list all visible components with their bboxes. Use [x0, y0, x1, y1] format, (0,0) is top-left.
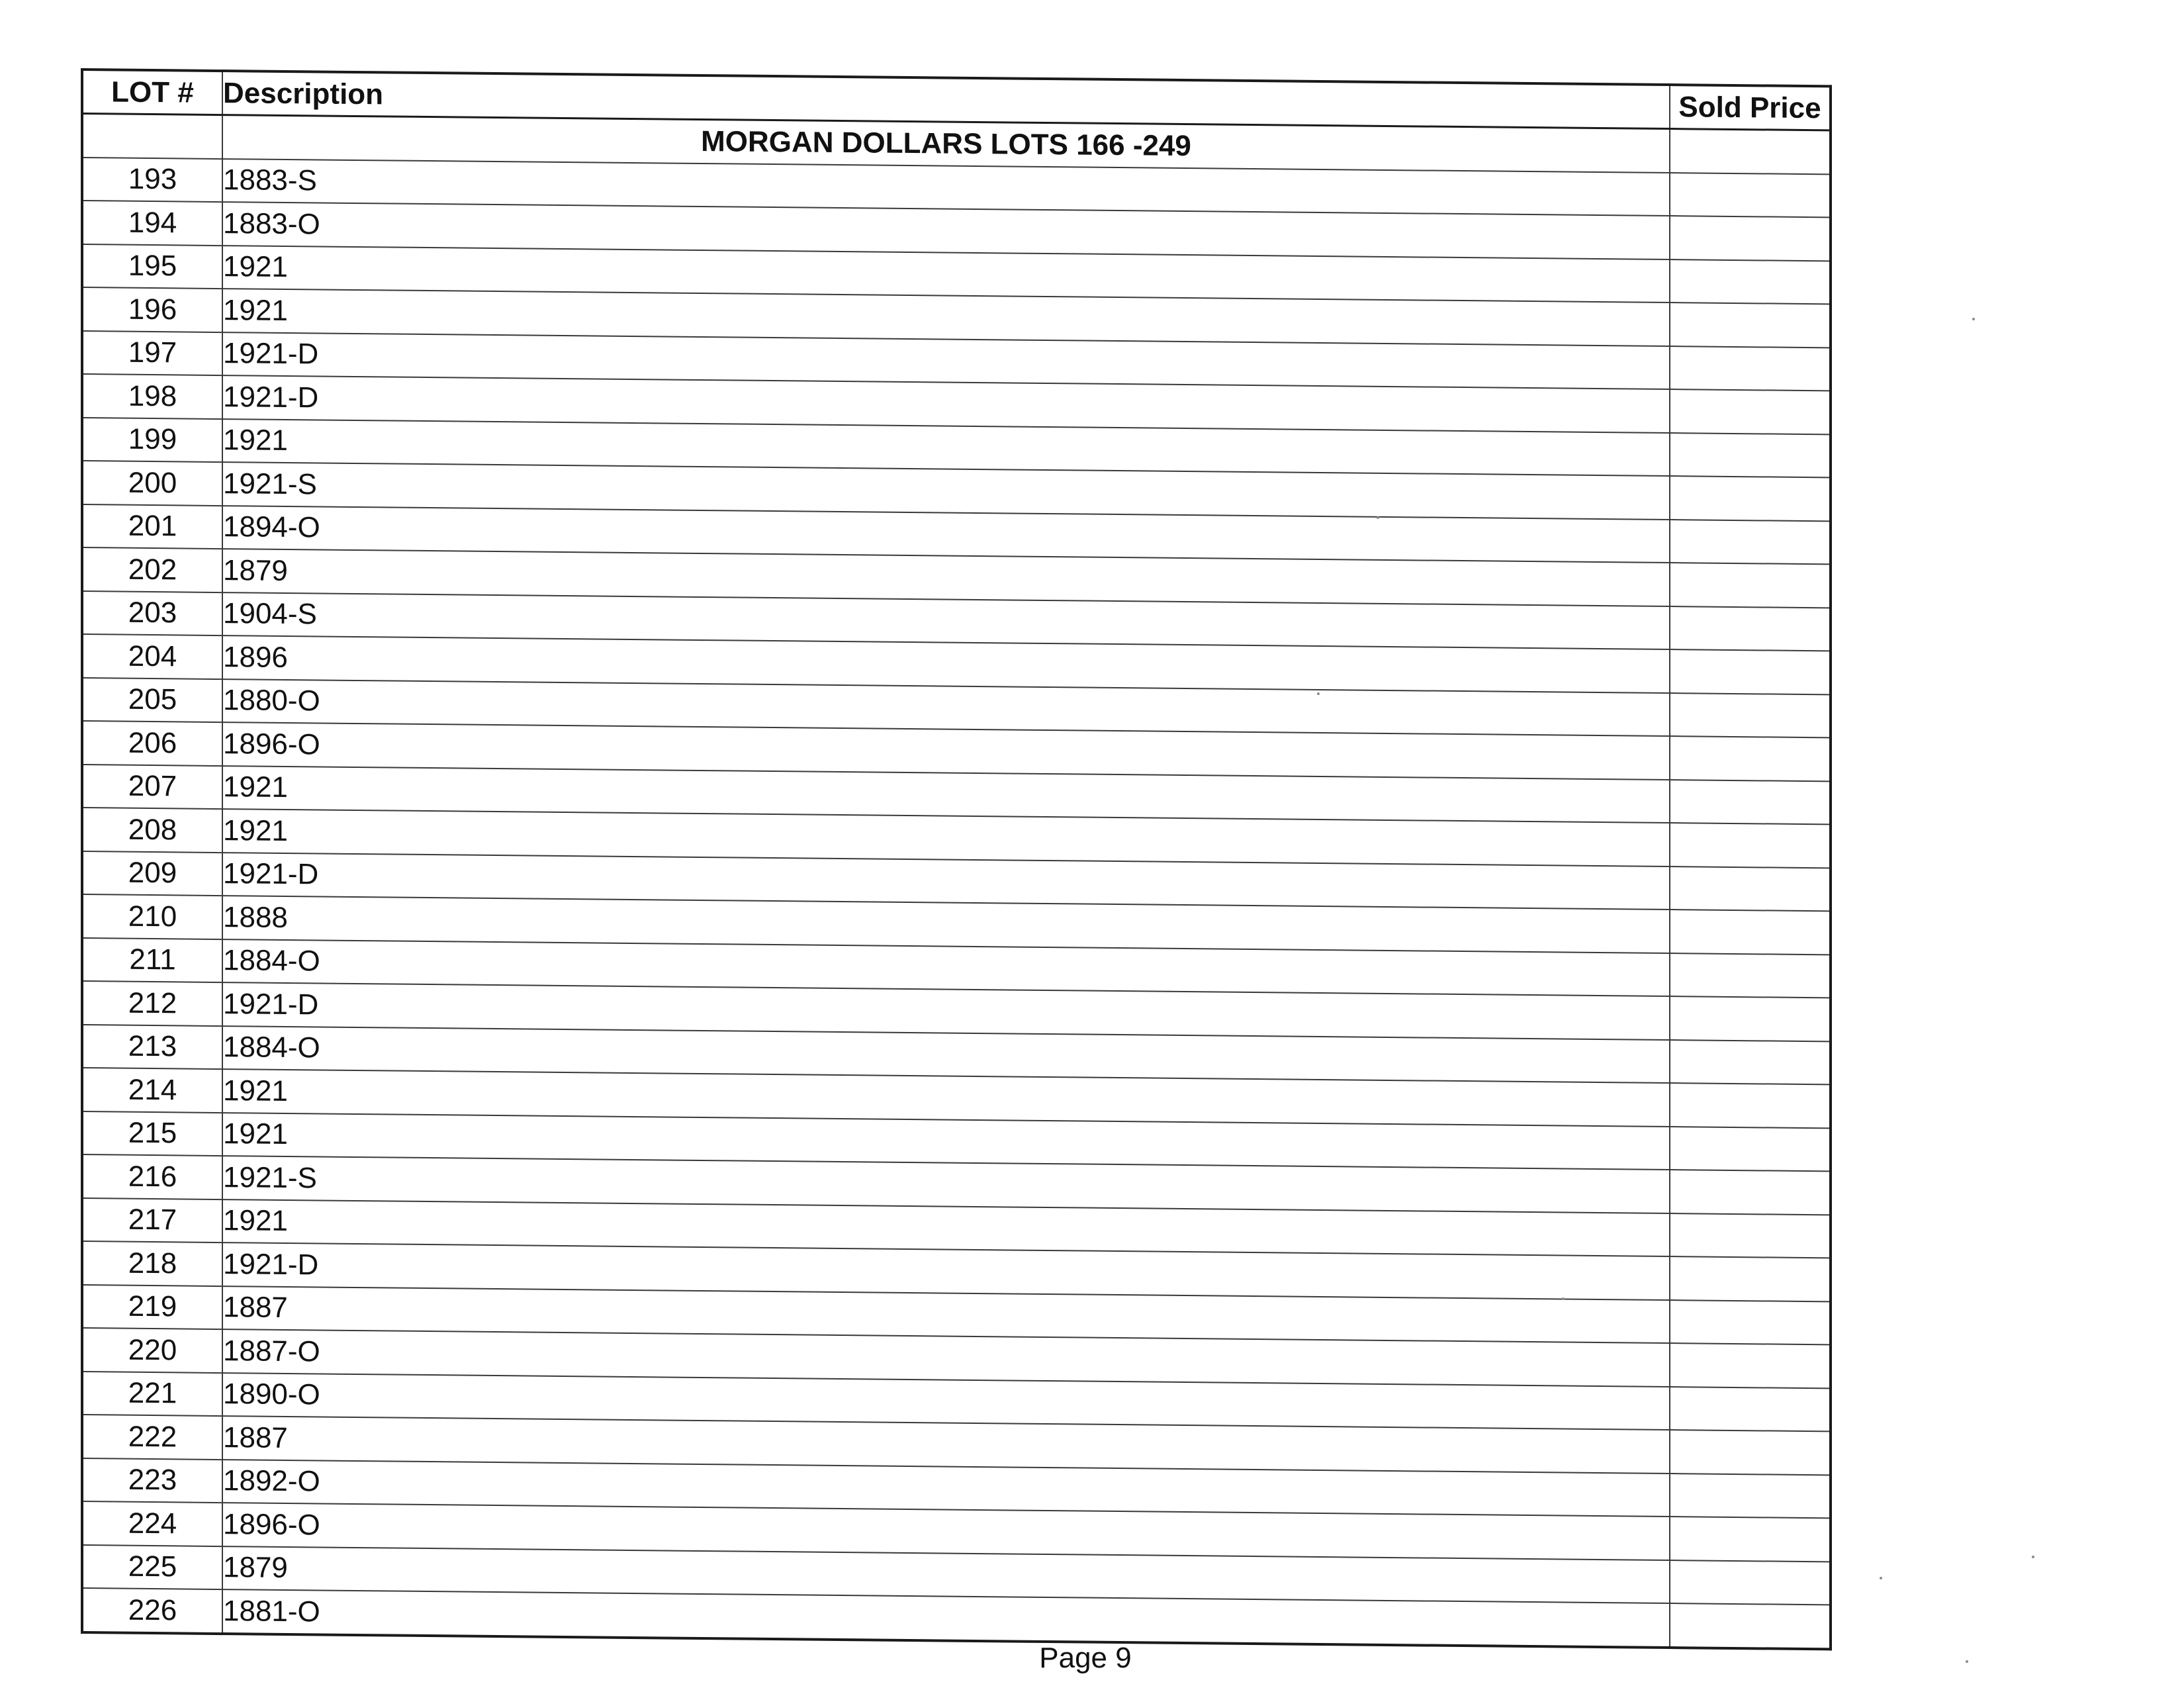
- description-cell: 1921-D: [222, 1243, 1670, 1299]
- lot-number-cell: 201: [82, 504, 222, 549]
- sold-price-cell: [1670, 1256, 1831, 1301]
- sold-price-cell: [1670, 1170, 1831, 1215]
- lot-number-cell: 222: [82, 1415, 222, 1460]
- sold-price-cell: [1670, 563, 1831, 608]
- lot-number-cell: 213: [82, 1025, 222, 1070]
- lot-number-cell: 221: [82, 1372, 222, 1417]
- description-cell: 1921: [222, 1113, 1670, 1170]
- scan-speck: [1880, 1577, 1882, 1579]
- description-cell: 1921: [222, 1199, 1670, 1256]
- lot-number-cell: 220: [82, 1328, 222, 1373]
- description-cell: 1896: [222, 635, 1670, 692]
- sold-price-cell: [1670, 1430, 1831, 1475]
- lot-number-cell: 195: [82, 244, 222, 289]
- description-cell: 1883-O: [222, 202, 1670, 259]
- description-cell: 1883-S: [222, 159, 1670, 216]
- description-cell: 1890-O: [222, 1373, 1670, 1430]
- sold-price-cell: [1670, 693, 1831, 738]
- sold-price-cell: [1670, 173, 1831, 218]
- sold-price-cell: [1670, 953, 1831, 998]
- lot-number-cell: 205: [82, 678, 222, 723]
- description-cell: 1921-D: [222, 332, 1670, 389]
- description-cell: 1921: [222, 246, 1670, 303]
- lot-number-cell: 214: [82, 1068, 222, 1113]
- sold-price-cell: [1670, 1517, 1831, 1562]
- description-cell: 1892-O: [222, 1460, 1670, 1517]
- description-cell: 1881-O: [222, 1589, 1670, 1647]
- section-title: MORGAN DOLLARS LOTS 166 -249: [222, 115, 1670, 173]
- sold-price-cell: [1670, 1387, 1831, 1432]
- lot-number-cell: 211: [82, 938, 222, 983]
- sold-price-cell: [1670, 910, 1831, 955]
- sold-price-cell: [1670, 996, 1831, 1041]
- lot-number-cell: 198: [82, 374, 222, 419]
- description-cell: 1887: [222, 1286, 1670, 1343]
- lot-number-cell: 208: [82, 808, 222, 853]
- sold-price-cell: [1670, 867, 1831, 912]
- lot-number-cell: 210: [82, 894, 222, 939]
- lot-number-cell: 219: [82, 1285, 222, 1330]
- page-number: Page 9: [1039, 1642, 1132, 1674]
- sold-price-cell: [1670, 1127, 1831, 1172]
- sold-price-cell: [1670, 259, 1831, 305]
- lot-number-cell: 203: [82, 591, 222, 636]
- page-footer: [0, 1642, 2184, 1675]
- sold-price-cell: [1670, 1474, 1831, 1519]
- sold-price-cell: [1670, 606, 1831, 651]
- lot-number-cell: 202: [82, 547, 222, 592]
- scan-speck: [1972, 318, 1975, 320]
- lot-number-cell: 216: [82, 1154, 222, 1199]
- description-cell: 1879: [222, 549, 1670, 606]
- sold-price-cell: [1670, 649, 1831, 694]
- sold-price-cell: [1670, 1300, 1831, 1345]
- sold-price-cell: [1670, 346, 1831, 391]
- lot-table: [81, 68, 1832, 1650]
- lot-number-header: LOT #: [82, 70, 222, 115]
- lot-number-cell: 226: [82, 1588, 222, 1634]
- description-header: Description: [222, 71, 1670, 128]
- description-cell: 1880-O: [222, 679, 1670, 736]
- description-cell: 1896-O: [222, 722, 1670, 779]
- description-cell: 1896-O: [222, 1503, 1670, 1560]
- lot-number-cell: 223: [82, 1458, 222, 1503]
- description-cell: 1904-S: [222, 592, 1670, 649]
- sold-price-cell: [1670, 476, 1831, 521]
- sold-price-cell: [1670, 1083, 1831, 1128]
- sold-price-cell: [1670, 736, 1831, 781]
- sold-price-cell: [1670, 1560, 1831, 1605]
- description-cell: 1879: [222, 1546, 1670, 1603]
- description-cell: 1888: [222, 896, 1670, 953]
- description-cell: 1887-O: [222, 1329, 1670, 1386]
- lot-number-cell: 199: [82, 418, 222, 463]
- description-cell: 1894-O: [222, 506, 1670, 563]
- lot-number-cell: 225: [82, 1545, 222, 1590]
- lot-number-cell: 217: [82, 1198, 222, 1243]
- sold-price-cell: [1670, 216, 1831, 261]
- sold-price-cell: [1670, 303, 1831, 348]
- lot-number-cell: 193: [82, 158, 222, 203]
- sold-price-cell: [1670, 823, 1831, 868]
- scan-speck: [2032, 1556, 2034, 1558]
- sold-price-cell: [1670, 1343, 1831, 1388]
- lot-number-cell: 224: [82, 1501, 222, 1546]
- description-cell: 1921-D: [222, 982, 1670, 1039]
- sold-price-cell: [1670, 780, 1831, 825]
- sold-price-cell: [1670, 1040, 1831, 1085]
- lot-number-cell: 215: [82, 1111, 222, 1156]
- lot-number-cell: 196: [82, 287, 222, 332]
- lot-number-cell: 194: [82, 201, 222, 246]
- description-cell: 1921-D: [222, 375, 1670, 432]
- sold-price-cell: [1670, 433, 1831, 478]
- description-cell: 1884-O: [222, 939, 1670, 996]
- lot-number-cell: 212: [82, 981, 222, 1026]
- description-cell: 1921: [222, 766, 1670, 823]
- table-body: [82, 114, 1831, 1649]
- lot-number-cell: 197: [82, 331, 222, 376]
- lot-number-cell: 207: [82, 765, 222, 810]
- scan-speck: [1317, 692, 1320, 695]
- lot-number-cell: 218: [82, 1241, 222, 1286]
- lot-number-cell: 200: [82, 461, 222, 506]
- sold-price-cell: [1670, 1213, 1831, 1258]
- lot-number-cell: 209: [82, 851, 222, 896]
- scan-speck: [1377, 516, 1379, 519]
- description-cell: 1921-S: [222, 462, 1670, 519]
- auction-sheet: [81, 68, 1829, 1654]
- description-cell: 1921: [222, 419, 1670, 476]
- description-cell: 1921: [222, 289, 1670, 346]
- sold-price-cell: [1670, 389, 1831, 434]
- sold-price-header: Sold Price: [1670, 85, 1831, 130]
- sold-price-cell: [1670, 520, 1831, 565]
- lot-number-cell: 206: [82, 721, 222, 766]
- lot-number-cell: 204: [82, 634, 222, 679]
- description-cell: 1921-S: [222, 1156, 1670, 1213]
- description-cell: 1884-O: [222, 1026, 1670, 1083]
- scan-speck: [1966, 1660, 1968, 1663]
- description-cell: 1921-D: [222, 853, 1670, 910]
- scan-speck: [1562, 1297, 1565, 1300]
- description-cell: 1887: [222, 1416, 1670, 1473]
- section-lot-cell: [82, 114, 222, 159]
- description-cell: 1921: [222, 809, 1670, 866]
- description-cell: 1921: [222, 1069, 1670, 1126]
- section-price-cell: [1670, 129, 1831, 174]
